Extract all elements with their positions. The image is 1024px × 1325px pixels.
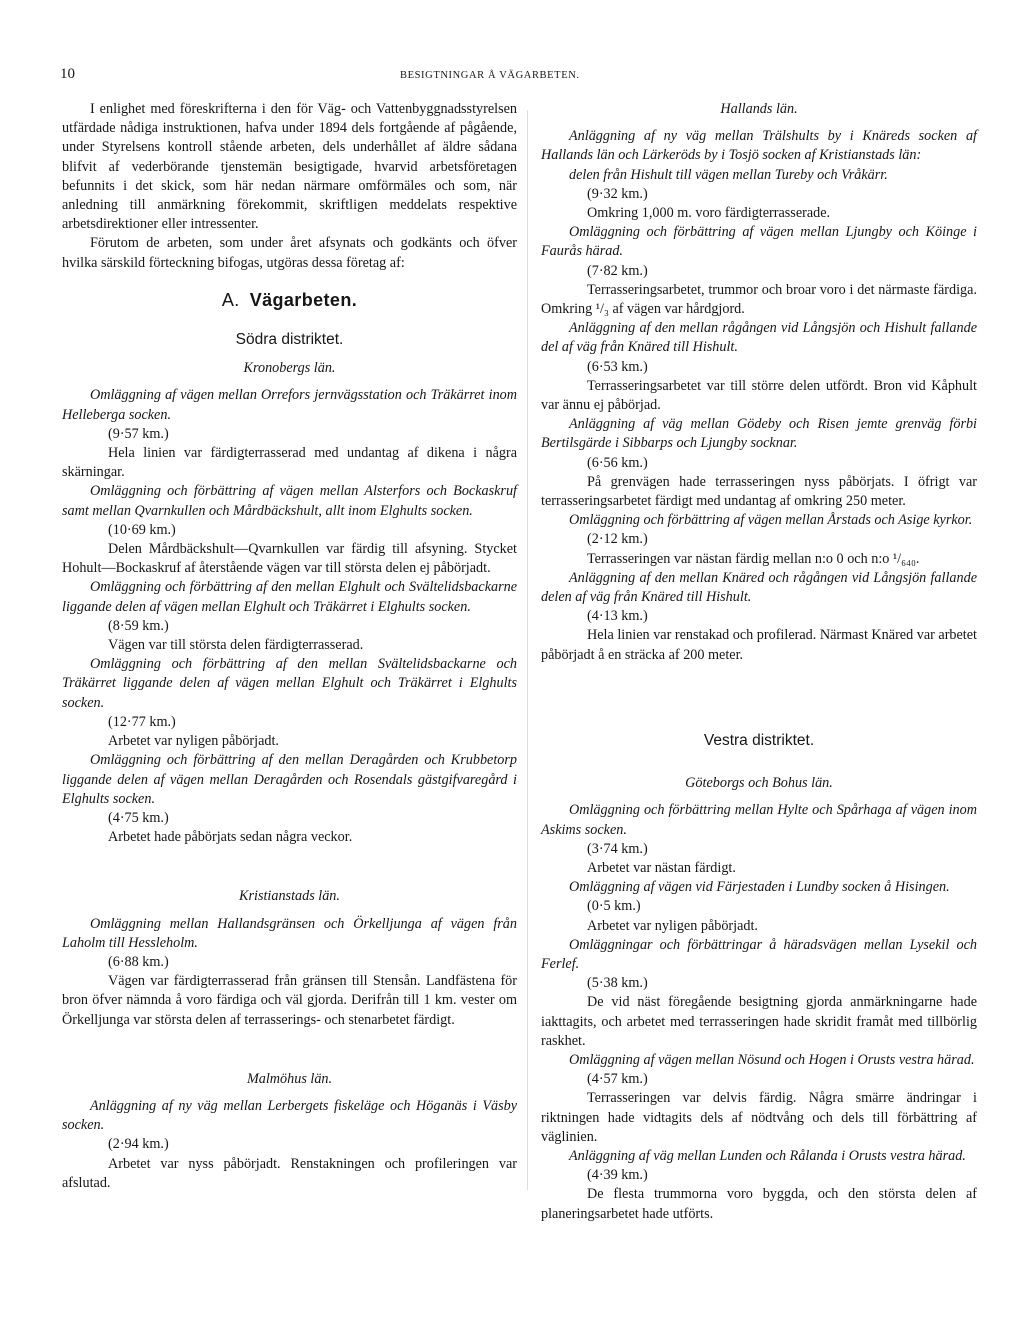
entry-note: De vid näst föregående besigtning gjorda anmärkningarne hade iakttagits, och arbetet med terrasseringen hade skridit framåt med tillbörlig raskhet. bbox=[541, 994, 977, 1049]
work-entry bbox=[62, 751, 517, 847]
running-head: BESIGTNINGAR Å VÄGARBETEN. bbox=[400, 70, 580, 81]
work-entry bbox=[541, 1147, 977, 1224]
entry-length: (6·53 km.) bbox=[587, 358, 648, 375]
entry-note: Vägen var till största delen färdigterrasserad. bbox=[108, 637, 364, 654]
work-entry bbox=[62, 655, 517, 751]
entry-length: (3·74 km.) bbox=[587, 840, 648, 857]
entry-note: De flesta trummorna voro byggda, och den största delen af planeringsarbetet hade utförts. bbox=[541, 1186, 977, 1222]
work-entry bbox=[541, 878, 977, 936]
entry-length: (4·39 km.) bbox=[587, 1167, 648, 1184]
entry-title: Anläggning af väg mellan Gödeby och Risen jemte grenväg förbi Bertilsgärde i Sibbarps och Ljungby socknar. bbox=[541, 416, 977, 452]
part-heading bbox=[62, 291, 517, 310]
entry-note: Arbetet var nyligen påbörjadt. bbox=[108, 733, 279, 750]
entry-length: (2·94 km.) bbox=[108, 1136, 169, 1153]
work-entry bbox=[62, 386, 517, 482]
left-column bbox=[62, 100, 517, 1193]
entry-subtitle: delen från Hishult till vägen mellan Tureby och Vråkärr. bbox=[569, 166, 888, 183]
entry-note: Vägen var färdigterrasserad från gränsen till Stensån. Landfästena för bron öfver nämnda å voro färdiga och väl gjorda. Derifrån till 1 km. vester om Örkelljunga var största delen af terrasserings- och stenarbetet färdigt. bbox=[62, 973, 517, 1028]
work-entry bbox=[541, 936, 977, 1051]
entry-length: (4·13 km.) bbox=[587, 608, 648, 625]
entry-title: Omläggning och förbättring af vägen mellan Ljungby och Köinge i Faurås härad. bbox=[541, 224, 977, 260]
entry-title: Anläggning af den mellan rågången vid Långsjön och Hishult fallande del af väg från Knäred till Hishult. bbox=[541, 320, 977, 356]
entry-note: Delen Mårdbäckshult—Qvarnkullen var färdig till afsyning. Stycket Hohult—Bockaskruf af återstående vägen var till största delen ej påbörjadt. bbox=[62, 541, 517, 577]
entry-title: Omläggning och förbättring af vägen mellan Årstads och Asige kyrkor. bbox=[569, 512, 973, 529]
entry-length: (7·82 km.) bbox=[587, 262, 648, 279]
work-entry bbox=[62, 482, 517, 578]
part-title: Vägarbeten. bbox=[249, 289, 358, 310]
entry-title: Omläggning och förbättring af vägen mellan Alsterfors och Bockaskruf samt mellan Qvarnkullen och Mårdbäckshult, allt inom Elghults socken. bbox=[62, 483, 517, 519]
entry-length: (4·57 km.) bbox=[587, 1071, 648, 1088]
work-entry bbox=[541, 127, 977, 223]
entry-note: Arbetet var nästan färdigt. bbox=[587, 859, 736, 876]
entry-title: Anläggning af ny väg mellan Trälshults by i Knäreds socken af Hallands län och Lärkeröds by i Tosjö socken af Kristianstads län: bbox=[541, 128, 977, 164]
entry-note: Arbetet var nyss påbörjadt. Renstakningen och profileringen var afslutad. bbox=[62, 1155, 517, 1191]
entry-length: (6·56 km.) bbox=[587, 454, 648, 471]
entry-title: Omläggning af vägen mellan Nösund och Hogen i Orusts vestra härad. bbox=[569, 1051, 975, 1068]
entry-title: Anläggning af väg mellan Lunden och Rålanda i Orusts vestra härad. bbox=[569, 1147, 966, 1164]
right-column bbox=[541, 100, 977, 1224]
work-entry bbox=[541, 569, 977, 665]
part-letter: A. bbox=[221, 289, 240, 310]
work-entry bbox=[62, 1097, 517, 1193]
entry-length: (6·88 km.) bbox=[108, 953, 169, 970]
work-entry bbox=[541, 319, 977, 415]
entry-title: Omläggningar och förbättringar å häradsvägen mellan Lysekil och Ferlef. bbox=[541, 936, 977, 972]
entry-length: (10·69 km.) bbox=[108, 521, 176, 538]
county-heading: Hallands län. bbox=[720, 101, 798, 117]
work-entry bbox=[541, 223, 977, 319]
entry-note: Terrasseringsarbetet var till större delen utfördt. Bron vid Kåphult var ännu ej påbörjad. bbox=[541, 377, 977, 414]
county-heading: Kronobergs län. bbox=[243, 360, 336, 377]
entry-note: Terrasseringen var nästan färdig mellan n:o 0 och n:o ¹/₆₄₀. bbox=[587, 550, 920, 567]
work-entry bbox=[541, 1051, 977, 1147]
entry-note: Terrasseringen var delvis färdig. Några smärre ändringar i riktningen hade vidtagits dels af nödtvång och dels till förbättring af väglinien. bbox=[541, 1090, 977, 1145]
entry-title: Omläggning af vägen vid Färjestaden i Lundby socken å Hisingen. bbox=[569, 879, 950, 896]
entry-title: Anläggning af ny väg mellan Lerbergets fiskeläge och Höganäs i Väsby socken. bbox=[62, 1097, 517, 1134]
entry-title: Omläggning och förbättring mellan Hylte och Spårhaga af vägen inom Askims socken. bbox=[541, 802, 977, 838]
work-entry bbox=[62, 578, 517, 655]
county-heading: Malmöhus län. bbox=[246, 1070, 333, 1087]
work-entry bbox=[541, 415, 977, 511]
entry-note: Arbetet hade påbörjats sedan några veckor. bbox=[108, 829, 353, 846]
intro-paragraph: Förutom de arbeten, som under året afsynats och godkänts och öfver hvilka särskild förteckning bifogas, utgöras dessa företag af: bbox=[62, 235, 517, 271]
column-divider bbox=[527, 110, 528, 1190]
entry-title: Omläggning och förbättring af den mellan Elghult och Svältelidsbackarne liggande delen af vägen mellan Elghult och Träkärret i Elghults socken. bbox=[62, 579, 517, 615]
entry-length: (12·77 km.) bbox=[108, 713, 176, 730]
entry-title: Omläggning af vägen mellan Orrefors jernvägsstation och Träkärret inom Hellebergа socken. bbox=[62, 387, 517, 423]
entry-title: Omläggning och förbättring af den mellan Deragården och Krubbetorp liggande delen af vägen mellan Deragården och Rosendals gästgifvaregård i Elghults socken. bbox=[62, 752, 517, 807]
entry-note: Arbetet var nyligen påbörjadt. bbox=[587, 917, 758, 934]
entry-length: (9·57 km.) bbox=[108, 425, 169, 442]
entry-title: Omläggning mellan Hallandsgränsen och Örkelljunga af vägen från Laholm till Hessleholm. bbox=[62, 915, 517, 951]
entry-note: Hela linien var renstakad och profilerad. Närmast Knäred var arbetet påbörjadt å en sträcka af 200 meter. bbox=[541, 627, 977, 663]
county-heading: Göteborgs och Bohus län. bbox=[685, 775, 833, 792]
entry-title: Anläggning af den mellan Knäred och rågången vid Långsjön fallande delen af väg från Knäred till Hishult. bbox=[541, 569, 977, 606]
entry-length: (2·12 km.) bbox=[587, 531, 648, 548]
work-entry bbox=[541, 801, 977, 878]
work-entry bbox=[62, 915, 517, 1030]
entry-length: (4·75 km.) bbox=[108, 809, 169, 826]
intro-paragraph: I enlighet med föreskrifterna i den för Väg- och Vattenbyggnadsstyrelsen utfärdade nådiga instruktionen, hafva under 1894 dels fortgående af pågående, under Styrelsens kontroll stående arbeten, dels underhållet af äldre sådana blifvit af vederbörande tjenstemän besigtigade, hvarvid arbetsföretagen befunnits i det skick, som här nedan närmare omförmäles och som, när anledning till anmärkning förekommit, skriftligen meddelats respektive arbetsdirektioner eller intressenter. bbox=[62, 101, 517, 233]
entry-length: (5·38 km.) bbox=[587, 975, 648, 992]
entry-note: På grenvägen hade terrasseringen nyss påbörjats. I öfrigt var terrasseringsarbetet färdigt med undantag af omkring 250 meter. bbox=[541, 473, 977, 510]
work-entry bbox=[541, 511, 977, 569]
district-heading: Vestra distriktet. bbox=[703, 731, 815, 749]
district-heading: Södra distriktet. bbox=[235, 331, 344, 349]
entry-length: (0·5 km.) bbox=[587, 898, 641, 915]
entry-length: (9·32 km.) bbox=[587, 185, 648, 202]
entry-title: Omläggning och förbättring af den mellan Svältelidsbackarne och Träkärret liggande delen af vägen mellan Elghult och Träkärret i Elghults socken. bbox=[62, 656, 517, 711]
county-heading: Kristianstads län. bbox=[239, 888, 340, 905]
entry-note: Omkring 1,000 m. voro färdigterrasserade. bbox=[587, 205, 831, 222]
entry-length: (8·59 km.) bbox=[108, 617, 169, 634]
entry-note: Hela linien var färdigterrasserad med undantag af dikena i några skärningar. bbox=[62, 445, 517, 481]
page-number: 10 bbox=[60, 66, 75, 82]
entry-note: Terrasseringsarbetet, trummor och broar voro i det närmaste färdiga. Omkring ¹/₃ af vägen var hårdgjord. bbox=[541, 281, 977, 318]
